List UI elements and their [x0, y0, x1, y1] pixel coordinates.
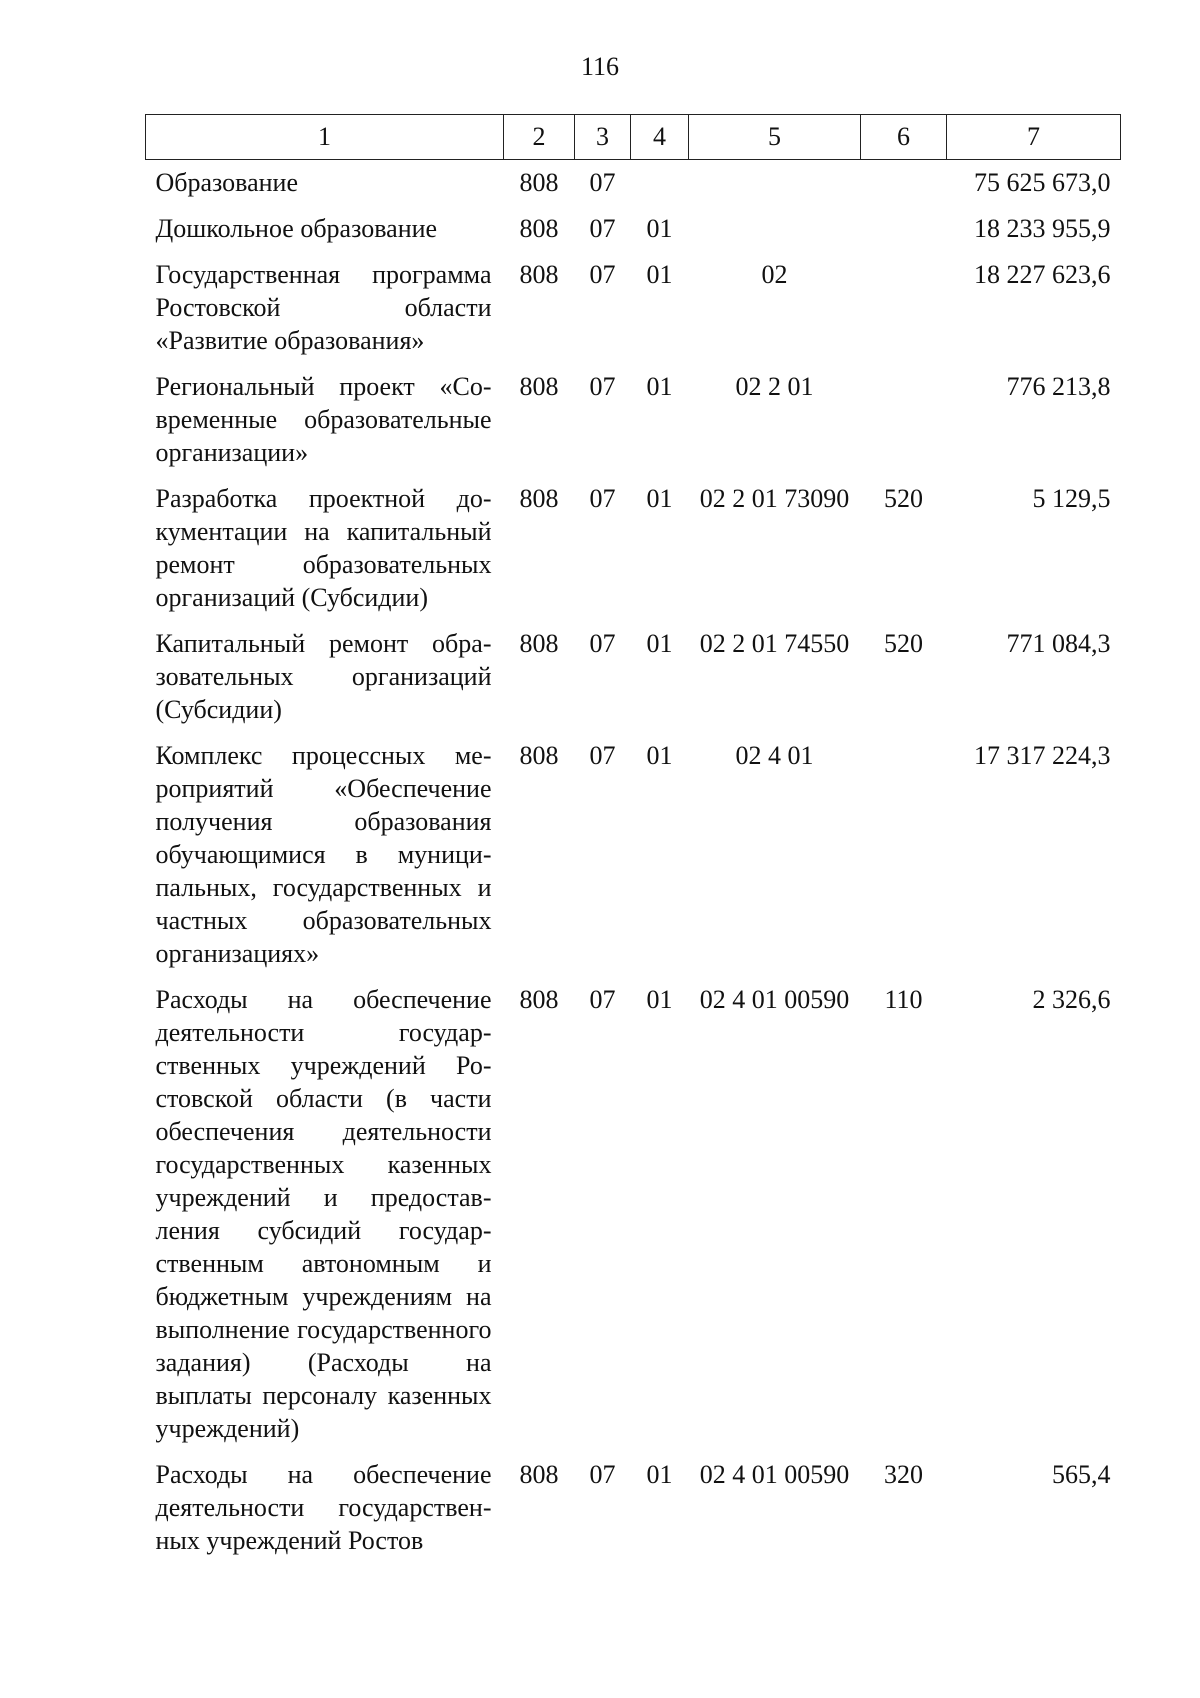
row-section-code: 07 [589, 741, 616, 770]
row-expense-type [861, 212, 947, 258]
row-subsection-code: 01 [646, 372, 673, 401]
row-name: Расходы на обеспечение деятельности государственных учреждений Ростовской области (в части обеспечения деятельности государственных казенных учреждений и предоставления субсидий государственным автономным и бюджетным учреждениям на выполнение государственного задания) (Расходы на выплаты персоналу казенных учреждений) [155, 985, 492, 1443]
row-name: Образование [155, 168, 299, 197]
row-section-code: 07 [589, 985, 616, 1014]
row-expense-type: 520 [884, 629, 923, 658]
header-col-1: 1 [146, 115, 504, 160]
row-ministry-code: 808 [519, 484, 559, 513]
row-subsection-code [631, 160, 689, 213]
row-expense-type [861, 160, 947, 213]
row-target-code: 02 2 01 [735, 372, 814, 401]
page-number: 116 [580, 52, 620, 81]
table-row [146, 258, 1121, 370]
row-subsection-code: 01 [646, 214, 673, 243]
row-expense-type: 320 [884, 1460, 923, 1489]
row-name: Разработка проектной документации на капитальный ремонт образовательных организаций (Субсидии) [155, 484, 492, 612]
row-subsection-code: 01 [646, 741, 673, 770]
table-row [146, 370, 1121, 482]
row-ministry-code: 808 [519, 168, 559, 197]
row-target-code: 02 2 01 73090 [699, 484, 850, 513]
header-col-2: 2 [504, 115, 575, 160]
row-amount: 75 625 673,0 [974, 168, 1111, 197]
row-ministry-code: 808 [519, 1460, 559, 1489]
row-name: Государственная программа Ростовской области «Развитие образования» [155, 260, 492, 355]
table-row [146, 482, 1121, 627]
row-subsection-code: 01 [646, 484, 673, 513]
header-col-4: 4 [631, 115, 689, 160]
header-row [146, 115, 1121, 160]
row-name: Расходы на обеспечение деятельности государственных учреждений Ростов [155, 1460, 492, 1555]
row-ministry-code: 808 [519, 629, 559, 658]
row-amount: 5 129,5 [1032, 484, 1111, 513]
row-amount: 776 213,8 [1006, 372, 1111, 401]
header-col-3: 3 [575, 115, 631, 160]
table-row [146, 212, 1121, 258]
row-amount: 18 233 955,9 [974, 214, 1111, 243]
table-row [146, 1458, 1121, 1570]
row-expense-type [861, 258, 947, 370]
row-subsection-code: 01 [646, 260, 673, 289]
row-name: Дошкольное образование [155, 214, 438, 243]
row-amount: 2 326,6 [1032, 985, 1111, 1014]
row-section-code: 07 [589, 629, 616, 658]
row-name: Комплекс процессных мероприятий «Обеспечение получения образования обучающимися в муниципальных, государственных и частных образовательных организациях» [155, 741, 492, 968]
row-amount: 17 317 224,3 [974, 741, 1111, 770]
row-section-code: 07 [589, 214, 616, 243]
row-target-code: 02 4 01 [735, 741, 814, 770]
row-ministry-code: 808 [519, 260, 559, 289]
row-expense-type: 520 [884, 484, 923, 513]
row-section-code: 07 [589, 260, 616, 289]
row-ministry-code: 808 [519, 214, 559, 243]
budget-table [145, 114, 1121, 1570]
row-ministry-code: 808 [519, 372, 559, 401]
table-body [146, 160, 1121, 1571]
row-name: Капитальный ремонт образовательных организаций (Субсидии) [155, 629, 492, 724]
table-header [146, 115, 1121, 160]
row-amount: 565,4 [1052, 1460, 1111, 1489]
row-name: Региональный проект «Современные образовательные организации» [155, 372, 492, 467]
row-ministry-code: 808 [519, 985, 559, 1014]
row-section-code: 07 [589, 484, 616, 513]
row-expense-type [861, 370, 947, 482]
row-ministry-code: 808 [519, 741, 559, 770]
row-target-code: 02 4 01 00590 [699, 1460, 850, 1489]
header-col-7: 7 [947, 115, 1121, 160]
row-section-code: 07 [589, 1460, 616, 1489]
row-target-code: 02 [761, 260, 788, 289]
table-row [146, 739, 1121, 983]
table-row [146, 627, 1121, 739]
row-amount: 18 227 623,6 [974, 260, 1111, 289]
row-subsection-code: 01 [646, 1460, 673, 1489]
row-expense-type [861, 739, 947, 983]
row-target-code: 02 4 01 00590 [699, 985, 850, 1014]
row-subsection-code: 01 [646, 985, 673, 1014]
table-row [146, 160, 1121, 213]
table-row [146, 983, 1121, 1458]
row-target-code [689, 160, 861, 213]
row-amount: 771 084,3 [1006, 629, 1111, 658]
row-target-code: 02 2 01 74550 [699, 629, 850, 658]
header-col-6: 6 [861, 115, 947, 160]
header-col-5: 5 [689, 115, 861, 160]
row-expense-type: 110 [884, 985, 923, 1014]
row-subsection-code: 01 [646, 629, 673, 658]
row-target-code [689, 212, 861, 258]
row-section-code: 07 [589, 372, 616, 401]
row-section-code: 07 [589, 168, 616, 197]
